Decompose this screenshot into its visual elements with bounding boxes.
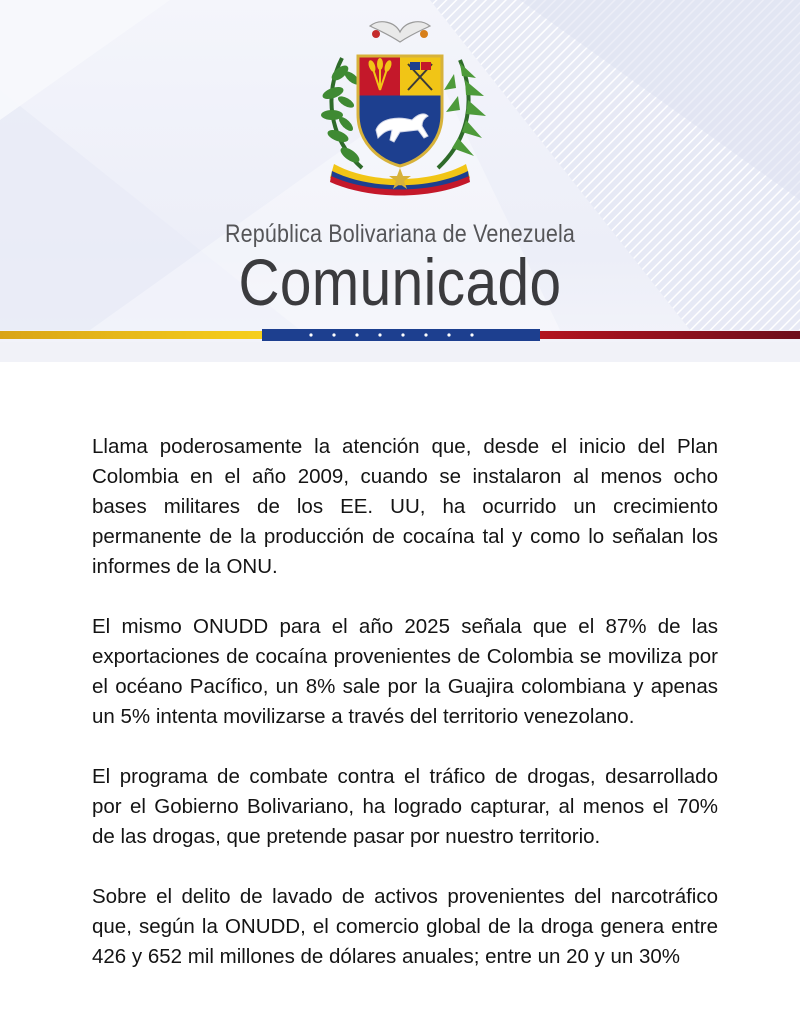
document-title: Comunicado	[238, 245, 562, 319]
venezuela-coat-of-arms-icon	[300, 18, 500, 214]
paragraph: El mismo ONUDD para el año 2025 señala que el 87% de las exportaciones de cocaína provenientes de Colombia se moviliza por el océano Pacífico, un 8% sale por la Guajira colombiana y apenas un 5% intenta movilizarse a través del territorio venezolano.	[92, 615, 718, 728]
paragraph: Llama poderosamente la atención que, desde el inicio del Plan Colombia en el año 2009, cuando se instalaron al menos ocho bases militares de los EE. UU, ha ocurrido un crecimiento permanente de la producción de cocaína tal y como lo señalan los informes de la ONU.	[92, 435, 718, 578]
flag-stripe-band	[0, 329, 800, 341]
paragraph: Sobre el delito de lavado de activos provenientes del narcotráfico que, según la ONUDD, el comercio global de la droga genera entre 426 y 652 mil millones de dólares anuales; entre un 20 y un 30%	[92, 885, 718, 968]
country-name: República Bolivariana de Venezuela	[224, 220, 576, 248]
communique-body	[92, 432, 718, 1002]
paragraph: El programa de combate contra el tráfico de drogas, desarrollado por el Gobierno Bolivariano, ha logrado capturar, al menos el 70% de las drogas, que pretende pasar por nuestro territorio.	[92, 765, 718, 848]
letterhead	[0, 0, 800, 362]
